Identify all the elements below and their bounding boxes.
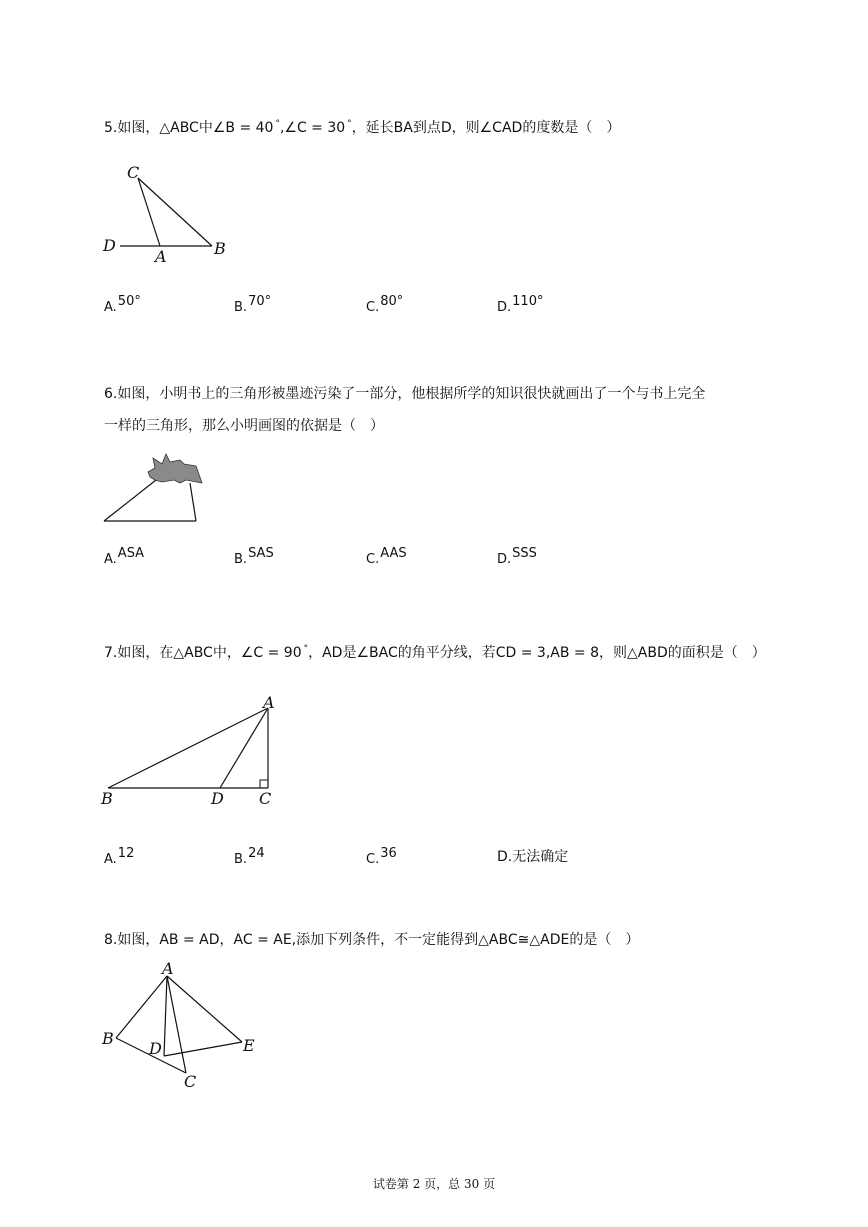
option-letter: B.: [234, 852, 248, 867]
option-letter: C.: [366, 552, 380, 567]
degree-mark: °: [303, 644, 309, 654]
q5-option-c[interactable]: [366, 294, 404, 315]
q7-figure: [100, 690, 290, 810]
option-letter: A.: [104, 552, 117, 567]
q7-label-b: B: [101, 789, 113, 808]
option-letter: C.: [366, 300, 380, 315]
q5-label-b: B: [214, 239, 226, 258]
option-value: AAS: [380, 546, 407, 561]
q6-option-a[interactable]: [104, 546, 145, 567]
q5-stem-part2: ,∠C = 30: [279, 120, 346, 136]
q8-label-e: E: [243, 1036, 255, 1055]
q7-option-a[interactable]: [104, 846, 135, 867]
q7-option-d[interactable]: [497, 846, 568, 866]
q7-label-d: D: [211, 789, 224, 808]
q8-label-b: B: [102, 1029, 114, 1048]
q5-option-a[interactable]: [104, 294, 141, 315]
option-letter: B.: [234, 552, 248, 567]
right-angle-mark: [260, 780, 268, 788]
q8-figure: [100, 960, 270, 1090]
question-6-stem-line2: 一样的三角形，那么小明画图的依据是（ ）: [104, 418, 384, 434]
q7-label-c: C: [259, 789, 272, 808]
option-letter: A.: [104, 300, 117, 315]
option-value: 70°: [248, 294, 272, 309]
q5-figure: [100, 160, 240, 270]
q7-stem-part2: ，AD是∠BAC的角平分线，若CD = 3,AB = 8，则△ABD的面积是（ ）: [308, 645, 766, 661]
q6-option-b[interactable]: [234, 546, 274, 567]
q7-stem-part1: 7.如图，在△ABC中，∠C = 90: [104, 645, 302, 661]
option-value: SAS: [248, 546, 274, 561]
option-letter: D.: [497, 300, 512, 315]
degree-mark: °: [275, 119, 280, 129]
option-value: 36: [380, 846, 397, 861]
option-letter: B.: [234, 300, 248, 315]
q7-option-c[interactable]: [366, 846, 397, 867]
option-letter: C.: [366, 852, 380, 867]
q6-option-d[interactable]: [497, 546, 537, 567]
q8-label-c: C: [184, 1072, 197, 1091]
q5-label-c: C: [127, 163, 140, 182]
q6-option-c[interactable]: [366, 546, 407, 567]
option-value: 12: [117, 846, 135, 861]
option-letter: D.: [497, 552, 512, 567]
option-value: 110°: [512, 294, 544, 309]
page-footer: 试卷第 2 页，总 30 页: [372, 1177, 496, 1191]
question-6-stem-line1: 6.如图，小明书上的三角形被墨迹污染了一部分，他根据所学的知识很快就画出了一个与书上完全: [104, 386, 706, 402]
option-value: 无法确定: [512, 849, 569, 865]
q5-option-d[interactable]: [497, 294, 544, 315]
question-7-stem: [104, 643, 766, 665]
option-value: 50°: [117, 294, 141, 309]
q8-label-a: A: [162, 959, 174, 978]
q5-label-d: D: [103, 236, 116, 255]
degree-mark: °: [347, 119, 352, 129]
option-letter: D.: [497, 849, 513, 865]
q7-label-a: A: [263, 693, 275, 712]
option-value: SSS: [512, 546, 537, 561]
option-value: ASA: [117, 546, 145, 561]
option-value: 80°: [380, 294, 404, 309]
question-5-stem: [104, 118, 620, 140]
q5-label-a: A: [155, 247, 167, 266]
q7-option-b[interactable]: [234, 846, 265, 867]
option-letter: A.: [104, 852, 117, 867]
q5-option-b[interactable]: [234, 294, 272, 315]
q8-label-d: D: [149, 1039, 162, 1058]
q6-figure: [100, 450, 210, 528]
ink-stain-icon: [148, 454, 202, 483]
question-8-stem: 8.如图，AB = AD，AC = AE,添加下列条件，不一定能得到△ABC≅△ADE的是（ ）: [104, 932, 640, 948]
q5-stem-part1: 5.如图，△ABC中∠B = 40: [104, 120, 274, 136]
option-value: 24: [248, 846, 265, 861]
q5-stem-part3: ，延长BA到点D，则∠CAD的度数是（ ）: [351, 120, 621, 136]
